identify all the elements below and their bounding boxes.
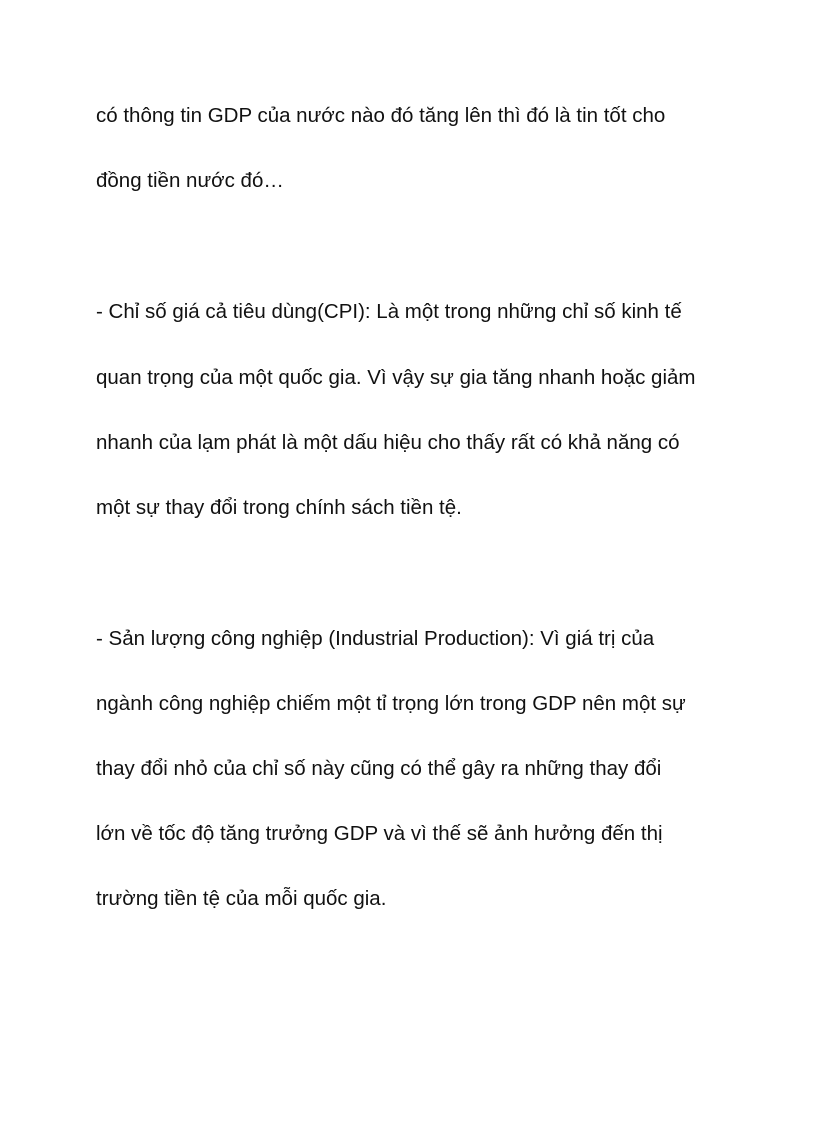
text-line: - Sản lượng công nghiệp (Industrial Production): Vì giá trị của xyxy=(96,627,655,650)
text-line: ngành công nghiệp chiếm một tỉ trọng lớn trong GDP nên một sự xyxy=(96,692,686,715)
text-line: đồng tiền nước đó… xyxy=(96,169,284,192)
text-line: trường tiền tệ của mỗi quốc gia. xyxy=(96,887,387,910)
text-line: một sự thay đổi trong chính sách tiền tệ. xyxy=(96,496,462,519)
text-line: quan trọng của một quốc gia. Vì vậy sự gia tăng nhanh hoặc giảm xyxy=(96,366,696,389)
text-line: nhanh của lạm phát là một dấu hiệu cho thấy rất có khả năng có xyxy=(96,431,680,454)
text-line: thay đổi nhỏ của chỉ số này cũng có thể gây ra những thay đổi xyxy=(96,757,662,780)
text-line: - Chỉ số giá cả tiêu dùng(CPI): Là một trong những chỉ số kinh tế xyxy=(96,300,682,323)
text-line: lớn về tốc độ tăng trưởng GDP và vì thế sẽ ảnh hưởng đến thị xyxy=(96,822,663,845)
text-line: có thông tin GDP của nước nào đó tăng lên thì đó là tin tốt cho xyxy=(96,104,666,127)
